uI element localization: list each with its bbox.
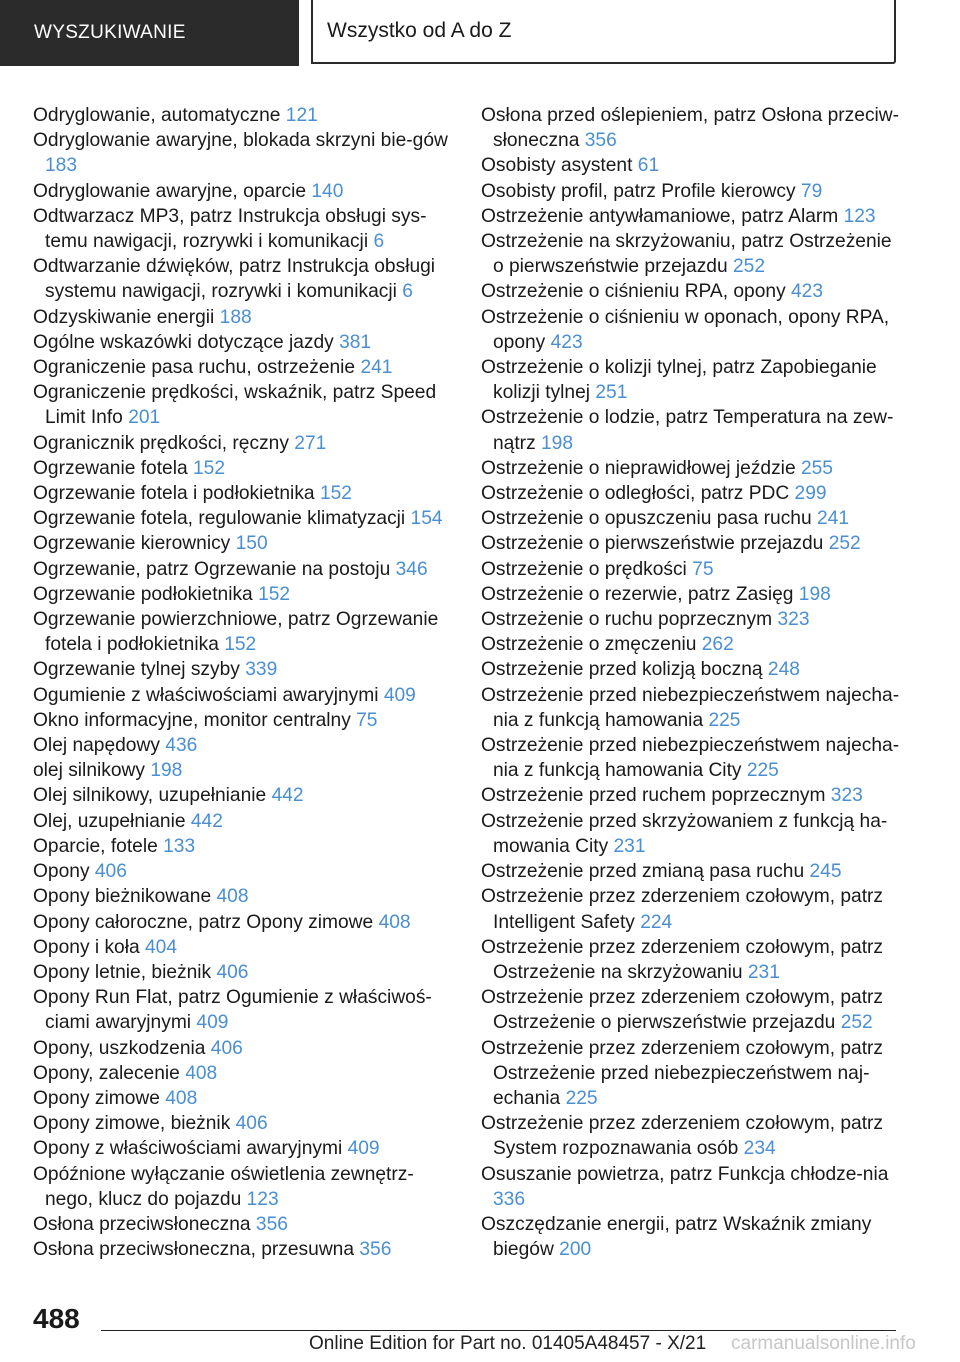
page-reference-link[interactable]: 231 — [747, 961, 780, 983]
index-term: Odzyskiwanie energii — [33, 306, 215, 328]
index-entry — [33, 1036, 453, 1061]
index-term: Ostrzeżenie o zmęczeniu — [481, 634, 697, 656]
page-reference-link[interactable]: 241 — [816, 508, 849, 530]
page-reference-link[interactable]: 442 — [190, 810, 223, 832]
index-entry — [33, 431, 453, 456]
index-term: Opóźnione wyłączanie oświetlenia zewnętrz-nego, klucz do pojazdu — [33, 1163, 414, 1210]
index-term: Ostrzeżenie przez zderzeniem czołowym, patrz Intelligent Safety — [481, 886, 884, 933]
page-reference-link[interactable]: 241 — [360, 357, 393, 379]
index-entry — [481, 809, 901, 859]
page-reference-link[interactable]: 133 — [163, 835, 196, 857]
page-reference-link[interactable]: 251 — [595, 382, 628, 404]
page-reference-link[interactable]: 123 — [246, 1188, 279, 1210]
section-tab-label: WYSZUKIWANIE — [34, 22, 186, 43]
index-entry — [33, 1136, 453, 1161]
index-term: Ostrzeżenie o opuszczeniu pasa ruchu — [481, 508, 812, 530]
page-reference-link[interactable]: 225 — [565, 1087, 598, 1109]
page-reference-link[interactable]: 409 — [347, 1138, 380, 1160]
index-entry — [481, 783, 901, 808]
page-reference-link[interactable]: 140 — [311, 180, 344, 202]
index-entry — [481, 153, 901, 178]
index-term: Odtwarzacz MP3, patrz Instrukcja obsługi sys-temu nawigacji, rozrywki i komunikacji — [33, 205, 427, 253]
page-reference-link[interactable]: 198 — [150, 760, 183, 782]
index-term: Ogrzewanie fotela, regulowanie klimatyzacji — [33, 508, 406, 530]
page-reference-link[interactable]: 231 — [613, 835, 646, 857]
index-entry — [481, 279, 901, 304]
index-entry — [33, 657, 453, 682]
index-entry — [33, 204, 453, 254]
page-reference-link[interactable]: 152 — [258, 583, 291, 605]
page-reference-link[interactable]: 201 — [128, 407, 161, 429]
page-reference-link[interactable]: 406 — [216, 961, 249, 983]
chapter-tab-label: Wszystko od A do Z — [327, 19, 512, 42]
index-term: Ostrzeżenie o ruchu poprzecznym — [481, 609, 773, 631]
index-term: Odryglowanie awaryjne, blokada skrzyni bie-gów — [33, 130, 448, 152]
page-reference-link[interactable]: 188 — [219, 306, 252, 328]
index-entry — [481, 103, 901, 153]
index-term: Ostrzeżenie przed niebezpieczeństwem najecha-nia z funkcją hamowania City — [481, 735, 900, 782]
page-reference-link[interactable]: 198 — [798, 583, 831, 605]
index-term: Ostrzeżenie o odległości, patrz PDC — [481, 483, 790, 505]
index-entry — [33, 254, 453, 304]
index-term: Ostrzeżenie o lodzie, patrz Temperatura na zew-nątrz — [481, 407, 894, 454]
page-reference-link[interactable]: 423 — [791, 281, 824, 303]
page-reference-link[interactable]: 381 — [339, 331, 372, 353]
index-term: Ogrzewanie fotela — [33, 457, 188, 479]
index-entry — [481, 229, 901, 279]
page-reference-link[interactable]: 234 — [743, 1138, 776, 1160]
page-reference-link[interactable]: 406 — [210, 1037, 243, 1059]
index-term: Opony, zalecenie — [33, 1062, 180, 1084]
index-entry — [481, 456, 901, 481]
index-entry — [33, 1061, 453, 1086]
index-entry — [33, 380, 453, 430]
index-term: Osłona przeciwsłoneczna, przesuwna — [33, 1239, 355, 1261]
index-term: Opony letnie, bieżnik — [33, 961, 212, 983]
index-entry — [33, 809, 453, 834]
index-entry — [33, 1111, 453, 1136]
index-entry — [33, 733, 453, 758]
index-term: Ostrzeżenie przez zderzeniem czołowym, patrz Ostrzeżenie o pierwszeństwie przejazdu — [481, 987, 884, 1034]
index-entry — [33, 884, 453, 909]
page-reference-link[interactable]: 408 — [216, 886, 249, 908]
index-entry — [481, 607, 901, 632]
page-reference-link[interactable]: 323 — [777, 609, 810, 631]
page-reference-link[interactable]: 323 — [830, 785, 863, 807]
page-reference-link[interactable]: 356 — [359, 1239, 392, 1261]
index-term: Ostrzeżenie przed kolizją boczną — [481, 659, 763, 681]
index-term: Ostrzeżenie przez zderzeniem czołowym, patrz Ostrzeżenie przed niebezpieczeństwem naj-echania — [481, 1037, 884, 1109]
page-reference-link[interactable]: 408 — [378, 911, 411, 933]
index-entry — [33, 582, 453, 607]
index-term: Opony zimowe, bieżnik — [33, 1113, 231, 1135]
page-reference-link[interactable]: 408 — [165, 1087, 198, 1109]
index-entry — [481, 506, 901, 531]
index-term: Ostrzeżenie o ciśnieniu RPA, opony — [481, 281, 786, 303]
section-tab — [0, 0, 299, 66]
index-term: Ogrzewanie tylnej szyby — [33, 659, 240, 681]
page-number: 488 — [33, 1303, 80, 1334]
index-entry — [481, 1036, 901, 1112]
page-reference-link[interactable]: 200 — [559, 1239, 592, 1261]
index-term: Ogrzewanie fotela i podłokietnika — [33, 483, 315, 505]
page-reference-link[interactable]: 248 — [767, 659, 800, 681]
page-reference-link[interactable]: 79 — [800, 180, 823, 202]
index-entry — [481, 657, 901, 682]
index-term: Ogumienie z właściwościami awaryjnymi — [33, 684, 379, 706]
page-reference-link[interactable]: 346 — [395, 558, 428, 580]
index-term: Opony zimowe — [33, 1087, 160, 1109]
index-term: Osobisty profil, patrz Profile kierowcy — [481, 180, 796, 202]
index-entry — [33, 1086, 453, 1111]
index-entry — [33, 481, 453, 506]
index-entry — [33, 557, 453, 582]
index-entry — [33, 103, 453, 128]
page-reference-link[interactable]: 123 — [843, 205, 876, 227]
page-reference-link[interactable]: 75 — [692, 558, 714, 580]
index-term: Ostrzeżenie przed skrzyżowaniem z funkcją ha-mowania City — [481, 810, 888, 857]
index-term: Osuszanie powietrza, patrz Funkcja chłodze-nia — [481, 1163, 889, 1185]
index-entry — [33, 985, 453, 1035]
index-term: Ostrzeżenie o prędkości — [481, 558, 687, 580]
index-entry — [33, 834, 453, 859]
page-reference-link[interactable]: 61 — [637, 155, 660, 177]
index-term: Odtwarzanie dźwięków, patrz Instrukcja obsługi systemu nawigacji, rozrywki i komunikacji — [33, 256, 436, 303]
index-entry — [481, 683, 901, 733]
index-term: Ogrzewanie, patrz Ogrzewanie na postoju — [33, 558, 391, 580]
index-entry — [481, 1111, 901, 1161]
footer-divider — [101, 1330, 896, 1331]
index-entry — [33, 506, 453, 531]
page-reference-link[interactable]: 404 — [145, 936, 178, 958]
page-reference-link[interactable]: 183 — [45, 155, 78, 177]
index-entry — [33, 1212, 453, 1237]
page-reference-link[interactable]: 224 — [640, 911, 673, 933]
index-entry — [481, 204, 901, 229]
page-reference-link[interactable]: 423 — [550, 331, 583, 353]
index-term: Oszczędzanie energii, patrz Wskaźnik zmiany biegów — [481, 1213, 872, 1261]
page-reference-link[interactable]: 252 — [828, 533, 861, 555]
index-term: Ogranicznik prędkości, ręczny — [33, 432, 289, 454]
page-reference-link[interactable]: 121 — [285, 105, 318, 126]
index-term: Opony i koła — [33, 936, 140, 958]
index-term: Ogólne wskazówki dotyczące jazdy — [33, 331, 334, 353]
index-term: Olej, uzupełnianie — [33, 810, 186, 832]
page-reference-link[interactable]: 271 — [294, 432, 327, 454]
index-term: Olej napędowy — [33, 735, 160, 757]
index-term: Ostrzeżenie przed niebezpieczeństwem najecha-nia z funkcją hamowania — [481, 684, 900, 731]
page-reference-link[interactable]: 356 — [255, 1213, 288, 1235]
page-reference-link[interactable]: 252 — [732, 256, 765, 278]
page-reference-link[interactable]: 75 — [356, 709, 378, 731]
index-column-right — [481, 103, 901, 1262]
index-entry — [481, 985, 901, 1035]
index-term: Ostrzeżenie o pierwszeństwie przejazdu — [481, 533, 824, 555]
page-reference-link[interactable]: 436 — [165, 735, 198, 757]
index-entry — [481, 582, 901, 607]
index-entry — [33, 456, 453, 481]
index-term: Okno informacyjne, monitor centralny — [33, 709, 351, 731]
page-reference-link[interactable]: 299 — [794, 483, 827, 505]
page-reference-link[interactable]: 154 — [410, 508, 443, 530]
page-reference-link[interactable]: 356 — [584, 130, 617, 152]
index-entry — [33, 607, 453, 657]
index-term: Oparcie, fotele — [33, 835, 158, 857]
index-entry — [33, 708, 453, 733]
index-term: Ogrzewanie podłokietnika — [33, 583, 253, 605]
index-term: Opony bieżnikowane — [33, 886, 212, 908]
page-reference-link[interactable]: 409 — [196, 1012, 229, 1034]
index-entry — [481, 1162, 901, 1212]
index-term: Odryglowanie awaryjne, oparcie — [33, 180, 307, 202]
page-reference-link[interactable]: 225 — [746, 760, 779, 782]
index-entry — [33, 531, 453, 556]
page-reference-link[interactable]: 406 — [94, 861, 127, 883]
page-reference-link[interactable]: 152 — [193, 457, 226, 479]
chapter-tab — [311, 0, 896, 64]
index-term: Ograniczenie prędkości, wskaźnik, patrz Speed Limit Info — [33, 382, 437, 429]
index-entry — [481, 305, 901, 355]
index-entry — [33, 935, 453, 960]
index-entry — [481, 733, 901, 783]
page-reference-link[interactable]: 6 — [402, 281, 413, 303]
index-term: Ostrzeżenie o kolizji tylnej, patrz Zapobieganie kolizji tylnej — [481, 357, 877, 404]
index-entry — [481, 884, 901, 934]
page-reference-link[interactable]: 198 — [541, 432, 574, 454]
index-entry — [33, 758, 453, 783]
index-entry — [33, 128, 453, 178]
index-term: Ostrzeżenie na skrzyżowaniu, patrz Ostrzeżenie o pierwszeństwie przejazdu — [481, 231, 892, 278]
page-reference-link[interactable]: 339 — [245, 659, 278, 681]
index-entry — [481, 405, 901, 455]
index-term: Ostrzeżenie o ciśnieniu w oponach, opony RPA, opony — [481, 306, 890, 353]
index-term: Olej silnikowy, uzupełnianie — [33, 785, 267, 807]
index-entry — [33, 1237, 453, 1262]
index-term: Opony całoroczne, patrz Opony zimowe — [33, 911, 374, 933]
index-term: Ograniczenie pasa ruchu, ostrzeżenie — [33, 357, 356, 379]
index-entry — [481, 632, 901, 657]
index-column-left — [33, 103, 453, 1262]
index-entry — [33, 305, 453, 330]
index-entry — [481, 355, 901, 405]
edition-text: Online Edition for Part no. 01405A48457 - X/21 — [309, 1333, 707, 1354]
index-term: Odryglowanie, automatyczne — [33, 105, 281, 126]
index-term: Osobisty asystent — [481, 155, 633, 177]
index-term: Opony Run Flat, patrz Ogumienie z właściwoś-ciami awaryjnymi — [33, 987, 432, 1034]
index-entry — [33, 330, 453, 355]
page-reference-link[interactable]: 150 — [235, 533, 268, 555]
index-entry — [33, 783, 453, 808]
index-term: Ostrzeżenie o nieprawidłowej jeździe — [481, 457, 796, 479]
index-term: Ostrzeżenie przed ruchem poprzecznym — [481, 785, 826, 807]
index-term: Ostrzeżenie przez zderzeniem czołowym, patrz System rozpoznawania osób — [481, 1113, 884, 1160]
page-reference-link[interactable]: 336 — [493, 1188, 526, 1210]
index-entry — [481, 481, 901, 506]
index-term: Osłona przeciwsłoneczna — [33, 1213, 251, 1235]
index-entry — [33, 355, 453, 380]
index-entry — [33, 1162, 453, 1212]
index-term: Ostrzeżenie przez zderzeniem czołowym, patrz Ostrzeżenie na skrzyżowaniu — [481, 936, 884, 983]
page-reference-link[interactable]: 252 — [840, 1012, 873, 1034]
index-term: Ogrzewanie kierownicy — [33, 533, 231, 555]
index-entry — [33, 179, 453, 204]
index-entry — [481, 179, 901, 204]
page-reference-link[interactable]: 442 — [271, 785, 304, 807]
index-term: Ostrzeżenie antywłamaniowe, patrz Alarm — [481, 205, 839, 227]
index-entry — [481, 1212, 901, 1262]
index-term: Opony, uszkodzenia — [33, 1037, 206, 1059]
page-reference-link[interactable]: 262 — [701, 634, 734, 656]
index-term: Ostrzeżenie o rezerwie, patrz Zasięg — [481, 583, 794, 605]
index-term: Ostrzeżenie przed zmianą pasa ruchu — [481, 861, 805, 883]
page-reference-link[interactable]: 6 — [373, 231, 385, 253]
page-header — [0, 0, 960, 66]
index-entry — [481, 557, 901, 582]
page-reference-link[interactable]: 245 — [809, 861, 842, 883]
page-reference-link[interactable]: 152 — [224, 634, 257, 656]
index-entry — [33, 859, 453, 884]
index-entry — [481, 935, 901, 985]
index-term: Ogrzewanie powierzchniowe, patrz Ogrzewanie fotela i podłokietnika — [33, 609, 439, 656]
page-reference-link[interactable]: 409 — [383, 684, 416, 706]
index-entry — [481, 859, 901, 884]
page-reference-link[interactable]: 152 — [319, 483, 352, 505]
page-reference-link[interactable]: 406 — [235, 1113, 268, 1135]
index-term: Opony z właściwościami awaryjnymi — [33, 1138, 343, 1160]
index-entry — [481, 531, 901, 556]
watermark-text: carmanualsonline.info — [731, 1333, 916, 1354]
index-entry — [33, 910, 453, 935]
index-entry — [33, 960, 453, 985]
page-reference-link[interactable]: 408 — [185, 1062, 218, 1084]
index-entry — [33, 683, 453, 708]
index-term: Osłona przed oślepieniem, patrz Osłona przeciw-słoneczna — [481, 105, 900, 152]
page-reference-link[interactable]: 225 — [708, 709, 741, 731]
index-term: olej silnikowy — [33, 760, 145, 782]
page-reference-link[interactable]: 255 — [800, 457, 833, 479]
index-term: Opony — [33, 861, 90, 883]
